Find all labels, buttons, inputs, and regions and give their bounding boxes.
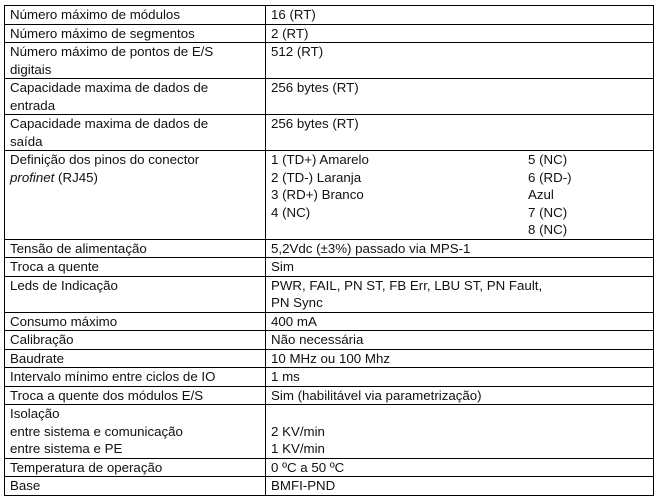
row-value-min-io-cycle: 1 ms — [266, 368, 654, 387]
row-label-input-capacity: Capacidade maxima de dados de entrada — [5, 79, 266, 115]
pin-3: 3 (RD+) Branco — [271, 187, 364, 202]
row-value-max-io-points: 512 (RT) — [266, 43, 654, 79]
row-label-max-segments: Número máximo de segmentos — [5, 24, 266, 43]
table-row — [5, 458, 654, 477]
pin-8: 8 (NC) — [528, 222, 568, 237]
row-label-isolation: Isolação entre sistema e comunicação entre sistema e PE — [5, 405, 266, 459]
table-row — [5, 312, 654, 331]
row-value-isolation: 2 KV/min 1 KV/min — [266, 405, 654, 459]
pin-5: 5 (NC) — [528, 152, 568, 167]
row-label-module-hot-swap: Troca a quente dos módulos E/S — [5, 386, 266, 405]
row-label-max-modules: Número máximo de módulos — [5, 6, 266, 25]
row-label-output-capacity: Capacidade maxima de dados de saída — [5, 115, 266, 151]
table-row — [5, 151, 654, 240]
row-label-calibration: Calibração — [5, 331, 266, 350]
table-row — [5, 6, 654, 25]
pin-grid — [271, 151, 649, 239]
row-label-hot-swap: Troca a quente — [5, 258, 266, 277]
table-row — [5, 386, 654, 405]
row-value-baudrate: 10 MHz ou 100 Mhz — [266, 349, 654, 368]
row-label-operating-temperature: Temperatura de operação — [5, 458, 266, 477]
table-row — [5, 477, 654, 496]
row-value-output-capacity: 256 bytes (RT) — [266, 115, 654, 151]
row-label-min-io-cycle: Intervalo mínimo entre ciclos de IO — [5, 368, 266, 387]
row-label-pin-definition: Definição dos pinos do conector profinet (RJ45) — [5, 151, 266, 240]
row-value-max-consumption: 400 mA — [266, 312, 654, 331]
row-value-leds: PWR, FAIL, PN ST, FB Err, LBU ST, PN Fault, PN Sync — [266, 276, 654, 312]
row-label-supply-voltage: Tensão de alimentação — [5, 239, 266, 258]
row-label-max-consumption: Consumo máximo — [5, 312, 266, 331]
table-row — [5, 115, 654, 151]
table-row — [5, 24, 654, 43]
pin-2: 2 (TD-) Laranja — [271, 169, 362, 185]
row-value-hot-swap: Sim — [266, 258, 654, 277]
profinet-term: profinet — [10, 169, 55, 185]
pin-1: 1 (TD+) Amarelo — [271, 152, 369, 167]
row-value-calibration: Não necessária — [266, 331, 654, 350]
table-row — [5, 258, 654, 277]
table-row — [5, 43, 654, 79]
pin-6: 6 (RD-) — [528, 169, 572, 185]
table-row — [5, 349, 654, 368]
table-row — [5, 239, 654, 258]
table-row — [5, 331, 654, 350]
table-row — [5, 368, 654, 387]
row-value-module-hot-swap: Sim (habilitável via parametrização) — [266, 386, 654, 405]
pin-6-color: Azul — [528, 187, 554, 202]
row-value-input-capacity: 256 bytes (RT) — [266, 79, 654, 115]
row-value-base: BMFI-PND — [266, 477, 654, 496]
pin-7: 7 (NC) — [528, 204, 568, 220]
spec-table — [4, 5, 654, 496]
table-row — [5, 276, 654, 312]
row-label-base: Base — [5, 477, 266, 496]
row-label-leds: Leds de Indicação — [5, 276, 266, 312]
row-label-max-io-points: Número máximo de pontos de E/S digitais — [5, 43, 266, 79]
pin-4: 4 (NC) — [271, 204, 311, 220]
row-value-pin-definition — [266, 151, 654, 240]
row-value-max-modules: 16 (RT) — [266, 6, 654, 25]
table-row — [5, 405, 654, 459]
row-value-operating-temperature: 0 ºC a 50 ºC — [266, 458, 654, 477]
row-value-max-segments: 2 (RT) — [266, 24, 654, 43]
row-value-supply-voltage: 5,2Vdc (±3%) passado via MPS-1 — [266, 239, 654, 258]
row-label-baudrate: Baudrate — [5, 349, 266, 368]
table-row — [5, 79, 654, 115]
